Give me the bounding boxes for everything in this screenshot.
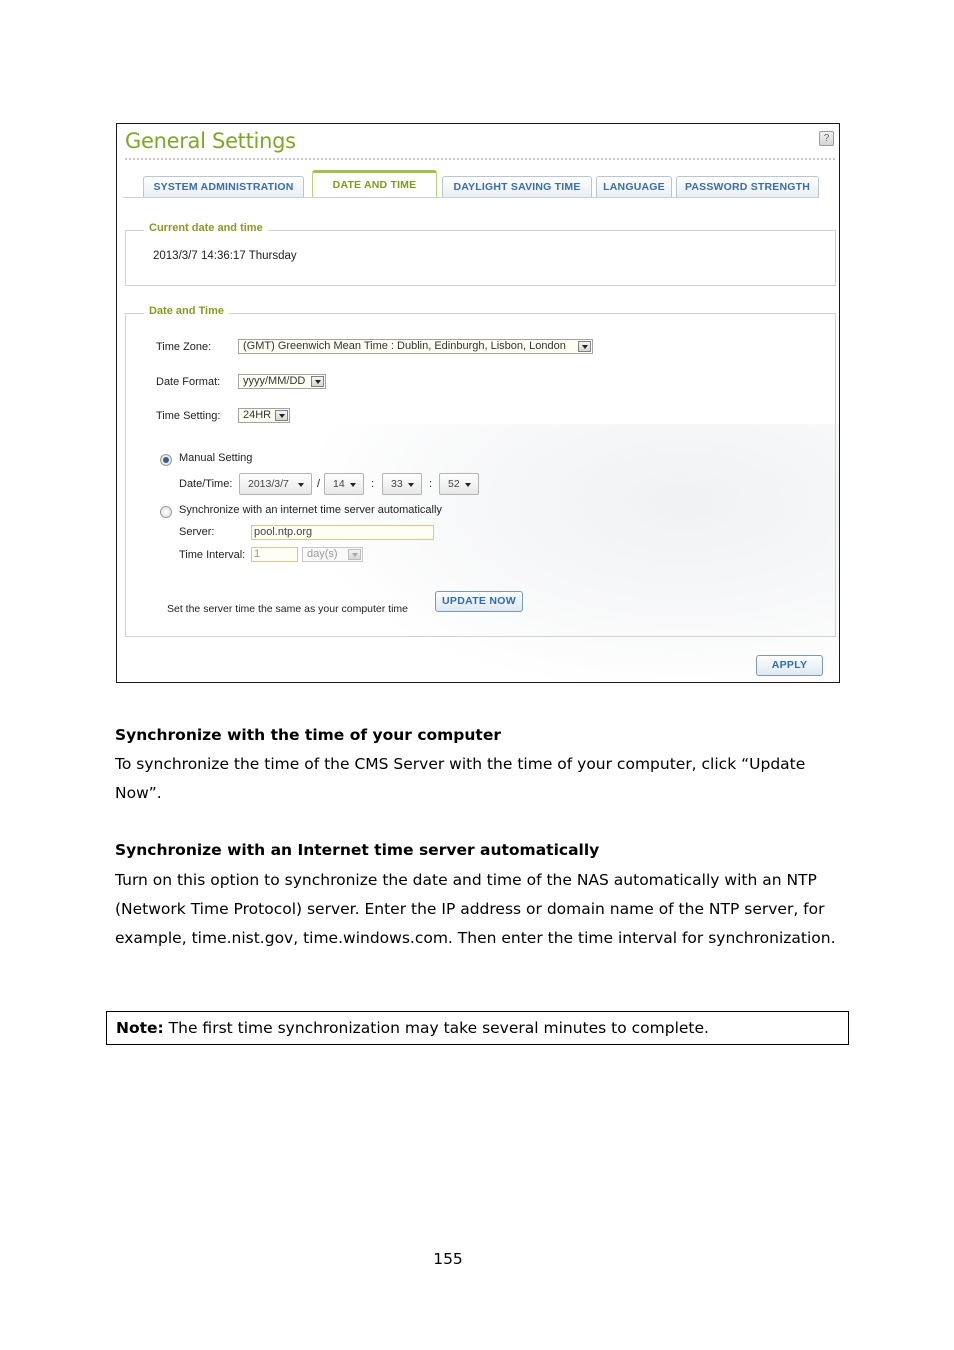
note-label: Note: <box>116 1019 164 1037</box>
date-time-separator: / <box>317 478 321 490</box>
chevron-down-icon <box>578 341 591 352</box>
paragraph-sync-computer: To synchronize the time of the CMS Server with the time of your computer, click “Update Now”. <box>115 755 806 802</box>
time-interval-label: Time Interval: <box>179 549 246 561</box>
tab-daylight-saving-time[interactable]: DAYLIGHT SAVING TIME <box>442 176 592 197</box>
interval-unit-value: day(s) <box>307 548 338 560</box>
note-text: The first time synchronization may take several minutes to complete. <box>163 1019 709 1037</box>
paragraph-sync-internet: Turn on this option to synchronize the date and time of the NAS automatically with an NTP (Network Time Protocol) server. Enter the IP address or domain name of the NTP server, for example, time.nist.gov, time.windows.com. Then enter the time interval for synchronization. <box>115 871 836 947</box>
note-box <box>106 1011 849 1045</box>
tab-password-strength[interactable]: PASSWORD STRENGTH <box>676 176 819 197</box>
hour-minute-separator: : <box>371 478 375 490</box>
date-time-group <box>125 305 836 637</box>
timesetting-select[interactable] <box>238 408 290 423</box>
caret-down-icon <box>465 483 471 487</box>
server-input[interactable]: pool.ntp.org <box>251 525 434 540</box>
current-datetime-group <box>125 222 836 286</box>
date-select[interactable] <box>239 473 312 495</box>
minute-second-separator: : <box>429 478 433 490</box>
server-label: Server: <box>179 526 215 538</box>
timezone-value: (GMT) Greenwich Mean Time : Dublin, Edinburgh, Lisbon, London <box>243 340 566 352</box>
tab-language[interactable]: LANGUAGE <box>596 176 672 197</box>
date-value: 2013/3/7 <box>248 478 289 490</box>
hour-select[interactable] <box>324 473 364 495</box>
apply-button[interactable]: APPLY <box>756 655 823 676</box>
caret-down-icon <box>350 483 356 487</box>
time-interval-input[interactable]: 1 <box>251 547 298 562</box>
title-divider <box>125 158 835 160</box>
current-datetime-legend: Current date and time <box>144 222 268 234</box>
dateformat-label: Date Format: <box>156 376 221 388</box>
chevron-down-icon <box>275 410 288 421</box>
minute-select[interactable] <box>382 473 422 495</box>
page-title: General Settings <box>125 129 296 153</box>
chevron-down-icon <box>348 549 361 560</box>
timesetting-label: Time Setting: <box>156 410 221 422</box>
chevron-down-icon <box>311 376 324 387</box>
sync-internet-label: Synchronize with an internet time server automatically <box>179 504 442 516</box>
timezone-select[interactable] <box>238 339 593 354</box>
datetime-label: Date/Time: <box>179 478 233 490</box>
tab-system-administration[interactable]: SYSTEM ADMINISTRATION <box>143 176 304 197</box>
dateformat-value: yyyy/MM/DD <box>243 375 306 387</box>
settings-screenshot <box>116 123 840 683</box>
tab-date-and-time[interactable]: DATE AND TIME <box>312 170 437 198</box>
same-as-computer-label: Set the server time the same as your computer time <box>167 603 409 615</box>
dateformat-select[interactable] <box>238 374 326 389</box>
interval-unit-select[interactable] <box>302 547 363 562</box>
second-select[interactable] <box>439 473 479 495</box>
page-number: 155 <box>433 1250 463 1268</box>
help-icon[interactable]: ? <box>819 131 834 146</box>
timezone-label: Time Zone: <box>156 341 212 353</box>
heading-sync-internet: Synchronize with an Internet time server automatically <box>115 841 600 859</box>
minute-value: 33 <box>391 478 403 490</box>
caret-down-icon <box>298 483 304 487</box>
sync-internet-radio[interactable] <box>160 506 172 518</box>
date-time-legend: Date and Time <box>144 305 229 317</box>
current-datetime-value: 2013/3/7 14:36:17 Thursday <box>153 250 297 262</box>
hour-value: 14 <box>333 478 345 490</box>
timesetting-value: 24HR <box>243 409 272 421</box>
manual-setting-radio[interactable] <box>160 454 172 466</box>
caret-down-icon <box>408 483 414 487</box>
update-now-button[interactable]: UPDATE NOW <box>435 591 523 612</box>
second-value: 52 <box>448 478 460 490</box>
tab-baseline <box>123 197 819 198</box>
manual-setting-label: Manual Setting <box>179 452 253 464</box>
heading-sync-computer: Synchronize with the time of your computer <box>115 726 502 744</box>
